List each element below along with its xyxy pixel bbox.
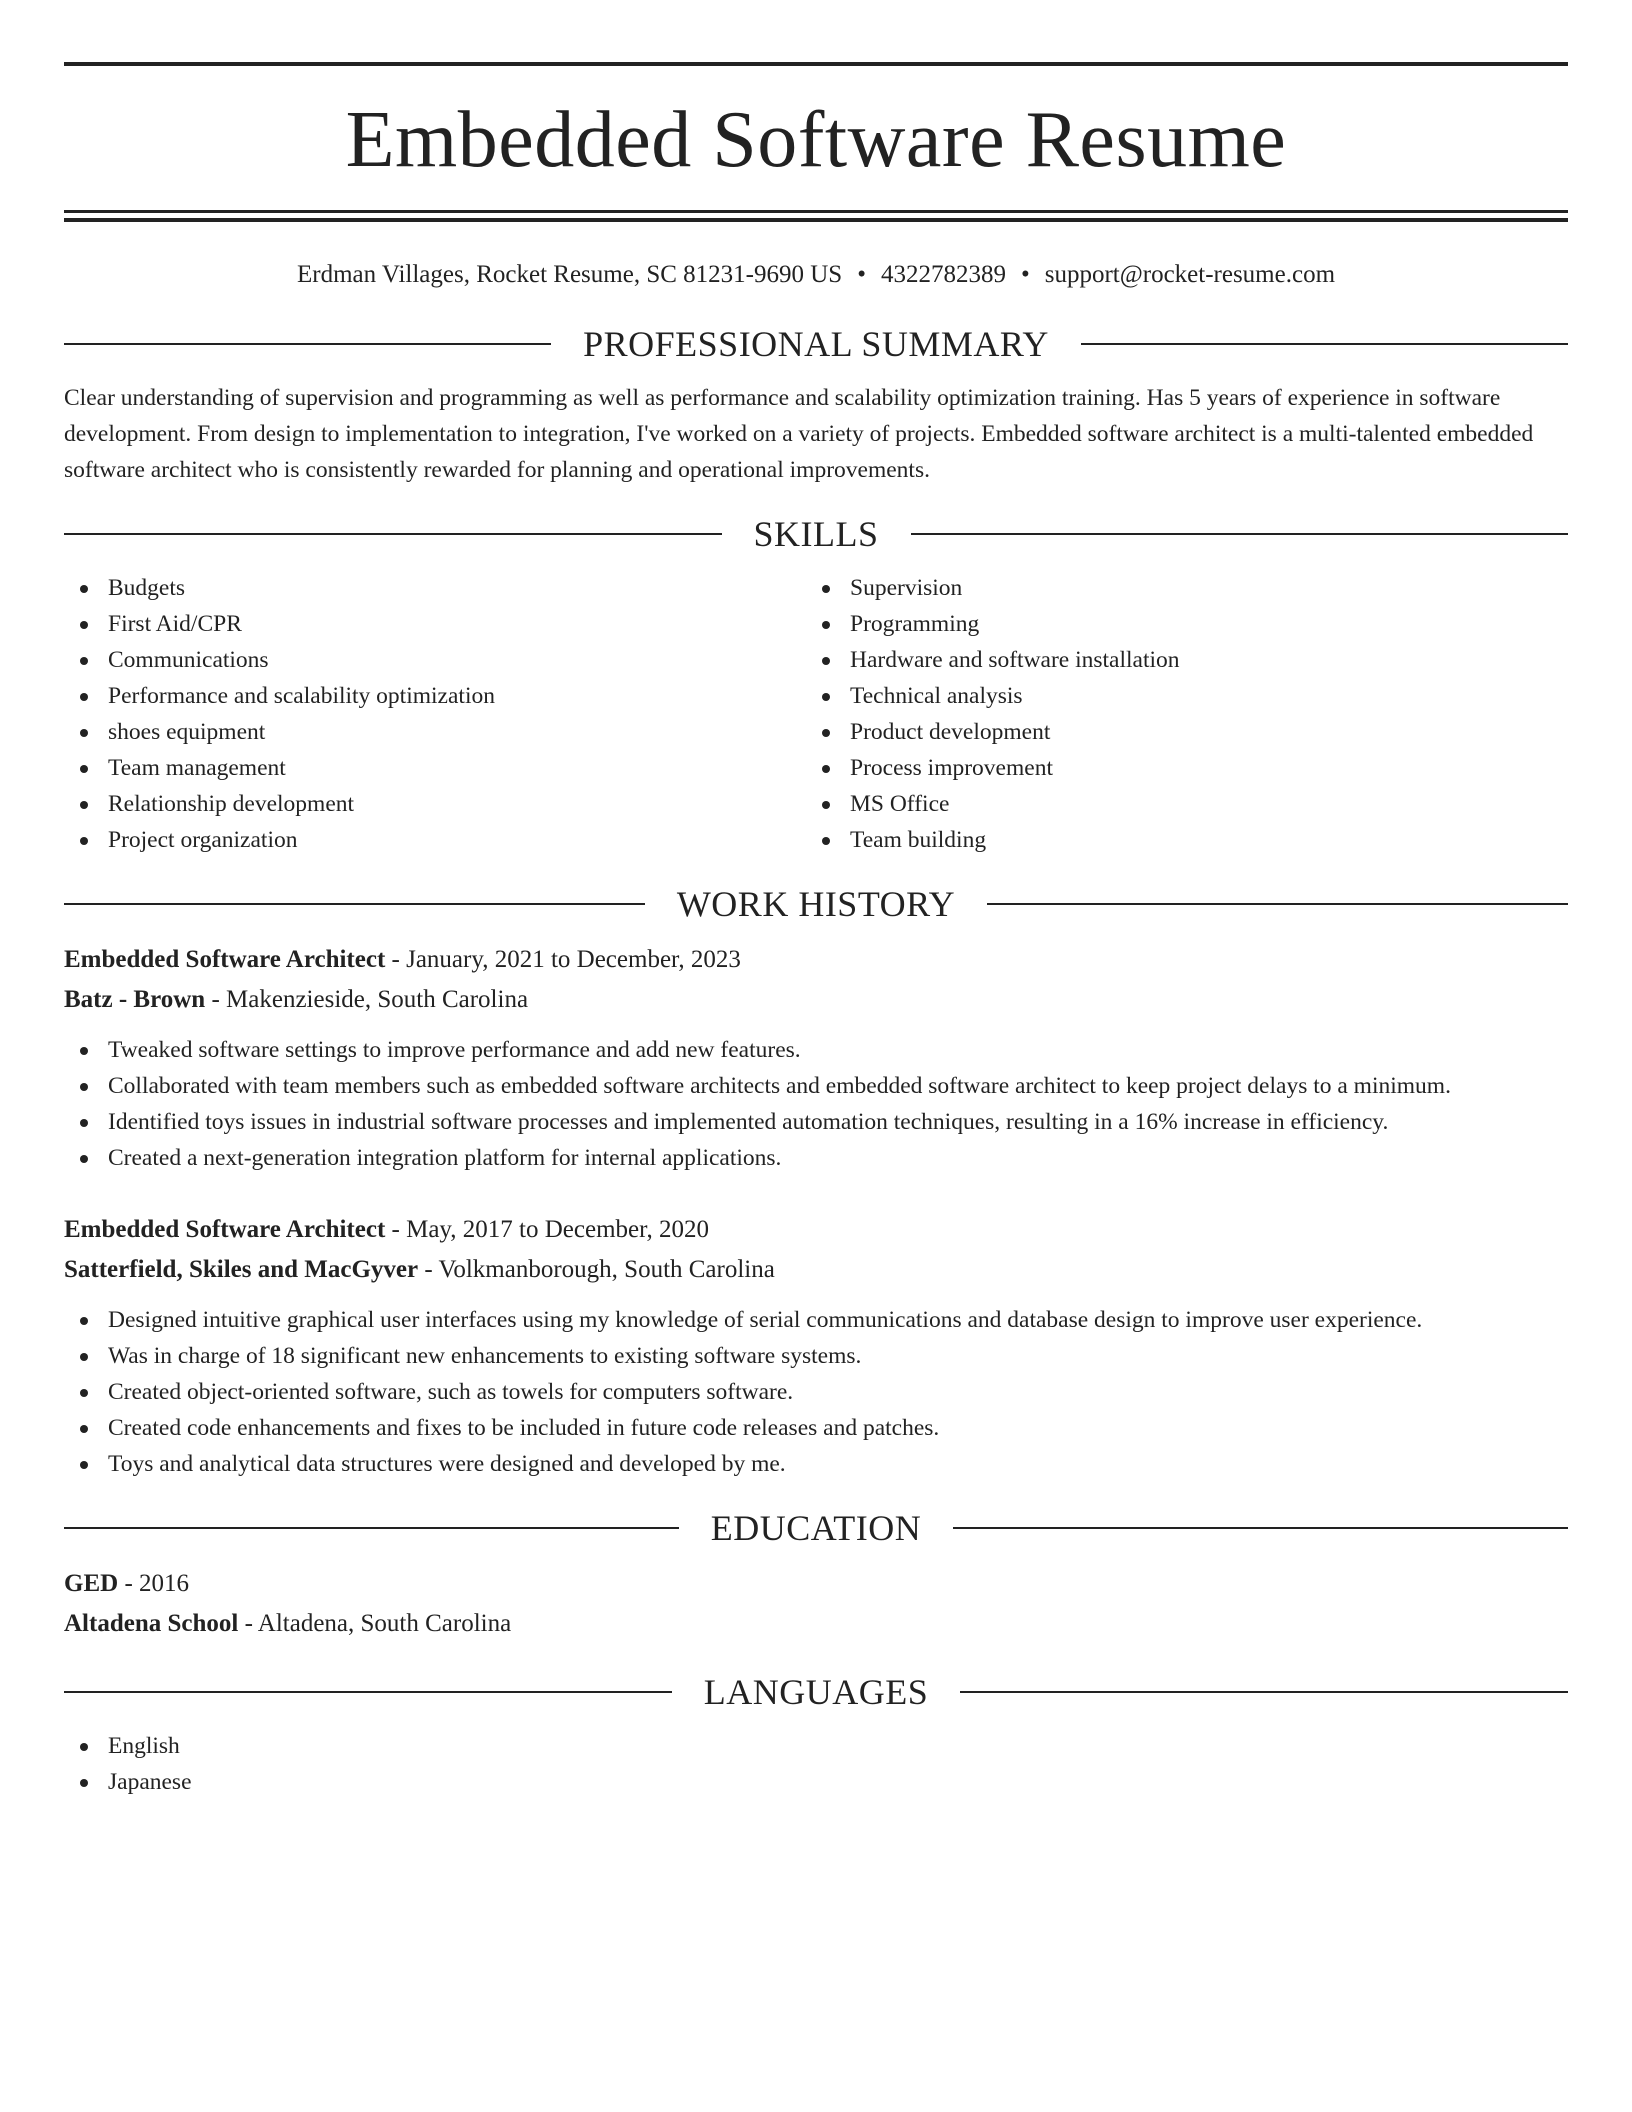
- languages-heading: [64, 1674, 1568, 1710]
- job-company-line: [64, 1250, 1568, 1290]
- heading-rule-left: [64, 533, 722, 535]
- skill-item: MS Office: [806, 786, 1548, 822]
- education-degree: GED: [64, 1570, 119, 1597]
- contact-separator: •: [1020, 261, 1030, 288]
- top-rule: [64, 62, 1568, 66]
- job-company: Satterfield, Skiles and MacGyver: [64, 1256, 419, 1283]
- job-location: - Volkmanborough, South Carolina: [418, 1256, 775, 1283]
- heading-rule-right: [960, 1691, 1568, 1693]
- job-bullet: Created code enhancements and fixes to be included in future code releases and patches.: [64, 1410, 1568, 1446]
- job-bullet: Was in charge of 18 significant new enhancements to existing software systems.: [64, 1338, 1568, 1374]
- job-title: Embedded Software Architect: [64, 946, 386, 973]
- skill-item: Hardware and software installation: [806, 642, 1548, 678]
- job-bullets: [64, 1302, 1568, 1482]
- work-heading: [64, 886, 1568, 922]
- skill-item: Budgets: [64, 570, 806, 606]
- job-bullet: Created a next-generation integration platform for internal applications.: [64, 1140, 1568, 1176]
- resume-title: Embedded Software Resume: [345, 96, 1287, 184]
- skill-item: Relationship development: [64, 786, 806, 822]
- skill-item: Project organization: [64, 822, 806, 858]
- contact-address: Erdman Villages, Rocket Resume, SC 81231-9690 US: [296, 261, 843, 288]
- title-double-rule: [64, 210, 1568, 222]
- job-entry: [64, 940, 1568, 1176]
- skills-heading-label: SKILLS: [753, 514, 879, 554]
- education-degree-line: [64, 1564, 1568, 1604]
- job-title-line: [64, 940, 1568, 980]
- skill-item: Performance and scalability optimization: [64, 678, 806, 714]
- summary-heading-label: PROFESSIONAL SUMMARY: [583, 324, 1049, 364]
- skill-item: Process improvement: [806, 750, 1548, 786]
- skills-columns: [64, 570, 1568, 858]
- job-dates: - January, 2021 to December, 2023: [385, 946, 741, 973]
- heading-rule-right: [911, 533, 1569, 535]
- languages-heading-label: LANGUAGES: [703, 1672, 929, 1712]
- heading-rule-right: [987, 903, 1568, 905]
- job-title-line: [64, 1210, 1568, 1250]
- job-dates: - May, 2017 to December, 2020: [385, 1216, 709, 1243]
- skills-left-list: [64, 570, 806, 858]
- language-item: Japanese: [64, 1764, 1568, 1800]
- job-title: Embedded Software Architect: [64, 1216, 386, 1243]
- job-bullet: Designed intuitive graphical user interfaces using my knowledge of serial communications and database design to improve user experience.: [64, 1302, 1568, 1338]
- skill-item: Supervision: [806, 570, 1548, 606]
- job-location: - Makenzieside, South Carolina: [205, 986, 529, 1013]
- contact-separator: •: [857, 261, 866, 288]
- heading-rule-left: [64, 903, 645, 905]
- skill-item: shoes equipment: [64, 714, 806, 750]
- job-bullet: Created object-oriented software, such as towels for computers software.: [64, 1374, 1568, 1410]
- job-bullet: Collaborated with team members such as embedded software architects and embedded software architect to keep project delays to a minimum.: [64, 1068, 1568, 1104]
- skill-item: Programming: [806, 606, 1548, 642]
- education-heading: [64, 1510, 1568, 1546]
- skill-item: Technical analysis: [806, 678, 1548, 714]
- work-heading-label: WORK HISTORY: [676, 884, 956, 924]
- job-bullet: Tweaked software settings to improve performance and add new features.: [64, 1032, 1568, 1068]
- education-year: - 2016: [118, 1570, 190, 1597]
- skill-item: First Aid/CPR: [64, 606, 806, 642]
- education-school: Altadena School: [64, 1610, 239, 1637]
- contact-line: [64, 260, 1568, 290]
- heading-rule-right: [1081, 343, 1568, 345]
- skill-item: Communications: [64, 642, 806, 678]
- summary-text: Clear understanding of supervision and programming as well as performance and scalability optimization training. Has 5 years of experience in software development. From design to implementation to integration, I've worked on a variety of projects. Embedded software architect is a multi-talented embedded software architect who is consistently rewarded for planning and operational improvements.: [64, 385, 1534, 483]
- skill-item: Team building: [806, 822, 1548, 858]
- education-school-line: [64, 1604, 1568, 1644]
- job-entry: [64, 1210, 1568, 1482]
- job-bullets: [64, 1032, 1568, 1176]
- contact-email: support@rocket-resume.com: [1044, 261, 1336, 288]
- contact-phone: 4322782389: [880, 261, 1006, 288]
- job-bullet: Identified toys issues in industrial software processes and implemented automation techniques, resulting in a 16% increase in efficiency.: [64, 1104, 1568, 1140]
- education-entry: [64, 1564, 1568, 1644]
- language-item: English: [64, 1728, 1568, 1764]
- languages-list: [64, 1728, 1568, 1800]
- heading-rule-left: [64, 343, 551, 345]
- skills-heading: [64, 516, 1568, 552]
- heading-rule-left: [64, 1527, 679, 1529]
- heading-rule-left: [64, 1691, 672, 1693]
- job-company-line: [64, 980, 1568, 1020]
- summary-heading: [64, 326, 1568, 362]
- education-location: - Altadena, South Carolina: [238, 1610, 512, 1637]
- heading-rule-right: [953, 1527, 1568, 1529]
- skill-item: Product development: [806, 714, 1548, 750]
- job-bullet: Toys and analytical data structures were designed and developed by me.: [64, 1446, 1568, 1482]
- skill-item: Team management: [64, 750, 806, 786]
- education-heading-label: EDUCATION: [710, 1508, 922, 1548]
- job-company: Batz - Brown: [64, 986, 206, 1013]
- skills-right-list: [806, 570, 1548, 858]
